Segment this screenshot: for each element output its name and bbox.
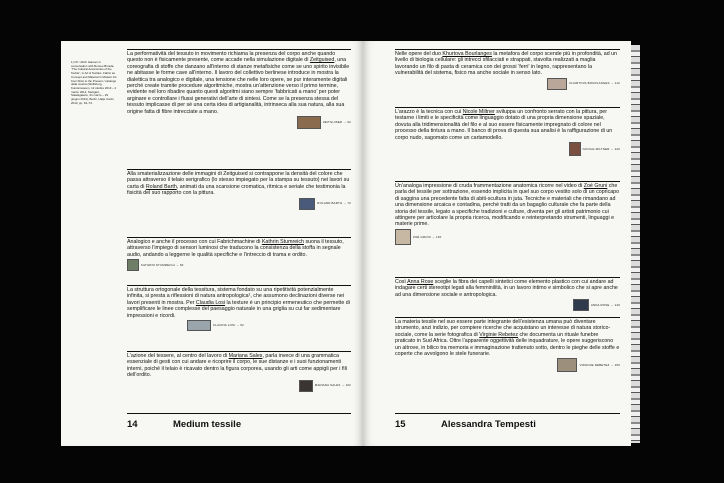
section-rule bbox=[395, 49, 620, 50]
artwork-thumbnail bbox=[299, 380, 313, 392]
artist-link-virginie-rebetez[interactable]: Virginie Rebetez bbox=[479, 331, 518, 338]
artwork-thumbnail bbox=[569, 142, 581, 156]
artwork-caption: ZOÉ GRUNI → 130 bbox=[413, 234, 442, 239]
section-rule bbox=[127, 169, 351, 170]
text-block-claudia-losi: La struttura ortogonale della tessitura, sistema fondato su una ripetitività potenzialmente infinita, si presta a riflessioni di natura antropologica¹, che assumono declinazioni diverse nei lavori presenti in mostra. Per Claudia Losi la texture è un principio ermeneutico che permette di semplificare le linee complesse del paesaggio naturale in una griglia su cui far sedimentare impressioni e ricordi. CLAUDIA LOSI → 92 bbox=[127, 287, 351, 331]
artwork-thumbnail bbox=[557, 358, 577, 372]
artwork-caption: ROLAND BARTH → 72 bbox=[317, 201, 351, 206]
page-number: 14 bbox=[127, 419, 138, 430]
text-block-anna-rose: Così Anna Rose sceglie la fibra dei capelli sintetici come elemento plastico con cui andare ad indagare certi stereotipi legati alla femminilità, in un lavoro intimo e simbolico che si apre anche ad una dimensione sociale e antropologica. ANNA ROSE → 140 bbox=[395, 279, 620, 311]
right-page bbox=[363, 41, 631, 446]
section-rule bbox=[127, 237, 351, 238]
artwork-thumbnail bbox=[297, 116, 321, 129]
artwork-caption: KHURTOVA BOURLANGES → 112 bbox=[569, 81, 620, 86]
text-block-zoe-gruni: Un’analoga impressione di cruda frammentazione anatomica ricorre nel video di Zoé Gruni che parla del tessile per sottrazione, essendo implicita in quel suo corpo vestito solo di un copricapo di saggina una precedente fatta di abiti-scultura in juta. Tecniche e materiali che rimandano ad una dimensione arcaica e contadina, perché tratti da un bagaglio culturale che fa parte della storia del tessile, legato a specifiche tradizioni e culture, diventa per gli artisti patrimonio cui attingere per articolare la propria ricerca, modificando e reinterpretando strumenti, linguaggi e materie prime. ZOÉ GRUNI → 130 bbox=[395, 183, 620, 245]
artist-link-roland-barth[interactable]: Roland Barth bbox=[145, 183, 177, 190]
artwork-caption: KATHRIN STUMREICH → 82 bbox=[141, 263, 184, 268]
section-rule bbox=[127, 49, 351, 50]
artist-link-nicole-miltner[interactable]: Nicole Miltner bbox=[462, 109, 495, 115]
artwork-thumbnail bbox=[187, 320, 211, 331]
text-block-kathrin-stumreich: Analogico e anche il processo con cui Fabrichmachine di Kathrin Stumreich suona il tessuto, attraverso l’impiego di sensori luminosi che traducono la consistenza della stoffa in segnale audio, andando a leggerne le qualità specifiche e l’intreccio di trama e ordito. KATHRIN STUMREICH → 82 bbox=[127, 239, 351, 271]
text-block-mariana-sales: L’azione del tessere, al centro del lavoro di Mariana Sales, parla invece di una grammatica essenziale di gesti con cui andare e ricoprire il corpo, le sue distanze e i suoi funzionamenti interni, poiché il telaio è ricavato dentro la figura corporea, usando gli arti come appigli per i fili dell’ordito. MARIANA SALES → 102 bbox=[127, 353, 351, 392]
text-block-virginie-rebetez: La materia tessile nel suo essere parte integrante dell’esistenza umana può diventare strumento, anzi indizio, per compiere ricerche che acquistano un interesse di natura storico-sociale, come la serie fotografica di Virginie Rebetez che documenta un rituale funebre praticato in Sud Africa. Oltre l’apparente oggettività delle inquadrature, le opere suggeriscono un altrove, in bilico tra memoria e immaginazione trattenuto sotto, dentro le pieghe delle stoffe e coperte che avvolgono le stele funerarie. VIRGINIE REBETEZ → 150 bbox=[395, 319, 620, 372]
artist-link-anna-rose[interactable]: Anna Rose bbox=[407, 279, 434, 285]
artwork-thumbnail bbox=[127, 259, 139, 271]
artwork-thumbnail bbox=[299, 198, 315, 210]
page-section-title: Medium tessile bbox=[173, 419, 242, 430]
section-rule bbox=[395, 277, 620, 278]
artist-link-zoe-gruni[interactable]: Zoé Gruni bbox=[583, 183, 608, 189]
page-number: 15 bbox=[395, 419, 406, 430]
artist-link-claudia-losi[interactable]: Claudia Losi bbox=[195, 299, 226, 306]
artist-link-zeitguised[interactable]: Zeitguised bbox=[309, 57, 335, 64]
section-rule bbox=[395, 181, 620, 182]
text-block-roland-barth: Alla smaterializzazione delle immagini di Zeitguised si contrappone la densità del colore che passa attraverso il telaio serigrafico (lo stesso impiegato per la stampa su tessuto) nei lavori su carta di Roland Barth, animati da una scansione cromatica, ritmica e seriale che testimonia la fisicità del suo rapporto con la pittura. ROLAND BARTH → 72 bbox=[127, 171, 351, 210]
footer-rule bbox=[395, 413, 620, 414]
artwork-caption: VIRGINIE REBETEZ → 150 bbox=[579, 363, 620, 368]
footer-rule bbox=[127, 413, 351, 414]
artwork-thumbnail bbox=[547, 78, 567, 90]
text-block-khurtova-bourlanges: Nelle opere del duo Khurtova Bourlanges la metafora del corpo scende più in profondità, ad un livello di biologia cellulare: gli intrecci sfilacciati e strappati, stavolta realizzati a maglia lavorando un filo di pasta di ceramica con dei grossi ‘ferri’ in legno, rappresentano la vulnerabilità del sistema, fisico ma anche sociale in senso lato. KHURTOVA BOURLANGES → 112 bbox=[395, 51, 620, 90]
page-stack-edge bbox=[631, 45, 640, 443]
artist-link-kathrin-stumreich[interactable]: Kathrin Stumreich bbox=[261, 239, 304, 245]
artwork-caption: NICOLE MILTNER → 120 bbox=[582, 146, 620, 151]
section-rule bbox=[395, 107, 620, 108]
artwork-thumbnail bbox=[395, 229, 411, 245]
section-rule bbox=[127, 285, 351, 286]
footnote-sidenote: 1) Cfr. Ulrich Hansen in conversation with Romeo Brosda, “The Cultural Autonomies of the Textile”, in Art & Textiles. Fabric as Concept and Material in Modern Art from Klimt to the Present / catalogo della mostra (Wolfsburg, Kunstmuseum, 12 ottobre 2013 – 2 marzo 2014; Stuttgart, Staatsgalerie, 21 marzo – 29 giugno 2014), Berlin, Hatje Cantz, 2013, pp. 64–73. bbox=[71, 60, 117, 105]
artwork-caption: ANNA ROSE → 140 bbox=[590, 303, 620, 308]
artwork-caption: CLAUDIA LOSI → 92 bbox=[213, 323, 244, 328]
artist-link-mariana-sales[interactable]: Mariana Sales bbox=[228, 353, 263, 359]
artwork-caption: ZEITGUISED → 62 bbox=[322, 120, 351, 125]
artwork-thumbnail bbox=[573, 299, 589, 311]
text-block-nicole-miltner: L’arazzo è la tecnica con cui Nicole Miltner sviluppa un confronto serrato con la pittura, per testarne i limiti e le specificità come linguaggio dotato di una propria dimensione spaziale, dovuta alla tridimensionalità del filo e al suo essere fisicamente impregnato di colore nel processo della tintura a mano. Il banco di prova di questa sua analisi è la raffigurazione di un corpo nudo, sagomato come un cartamodello. NICOLE MILTNER → 120 bbox=[395, 109, 620, 156]
artwork-caption: MARIANA SALES → 102 bbox=[314, 383, 351, 388]
left-page bbox=[61, 41, 363, 446]
text-block-zeitguised: La performatività del tessuto in movimento richiama la presenza del corpo anche quando questo non è fisicamente presente, come accade nella simulazione digitale di Zeitguised, una coreografia di stoffe che danzano all’interno di stanze metafisiche come se uno spirito invisibile ne abitasse le forme cave all’interno. Il lavoro del collettivo berlinese introduce in mostra la dialettica tra analogico e digitale, una tensione che nelle loro opere, se pur interamente digitali perché create tramite procedure algoritmiche, mostra un’attenzione verso il primo termine, evidente nel loro ribadire quanto questi algoritmi siano sempre ‘fabbricati a mano’ per poter arginare e controllare i flussi generativi dell’arte di sintesi. Come se la presenza stessa del tessuto implicasse di per sé una certa idea di artigianalità, intrinseca alla sua natura, alla sua origine fatta di fibre intrecciate a mano. ZEITGUISED → 62 bbox=[127, 51, 351, 129]
section-rule bbox=[127, 351, 351, 352]
section-rule bbox=[395, 317, 620, 318]
page-section-title: Alessandra Tempesti bbox=[441, 419, 536, 430]
artist-link-khurtova-bourlanges[interactable]: Khurtova Bourlanges bbox=[442, 51, 492, 57]
